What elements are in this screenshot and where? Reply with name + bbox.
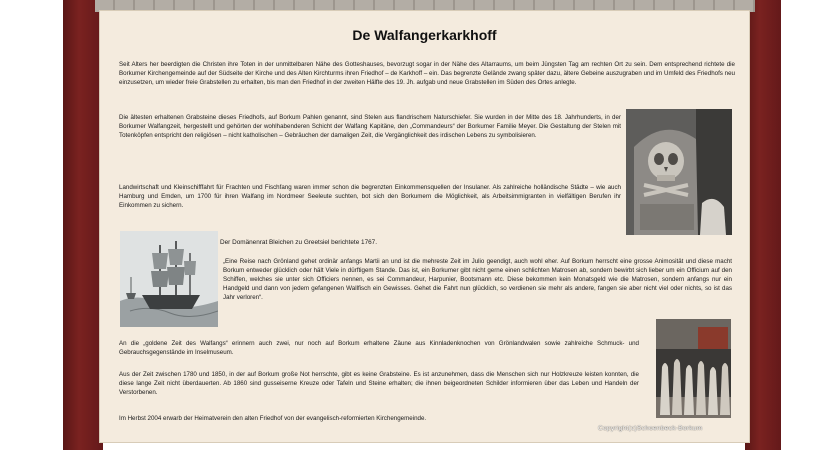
left-wooden-post [63,0,103,450]
paragraph-acquisition: Im Herbst 2004 erwarb der Heimatverein den alten Friedhof von der evangelisch-reformierten Kirchengemeinde. [119,415,427,422]
paragraph-livelihood: Landwirtschaft und Kleinschifffahrt für Frachten und Fischfang waren immer schon die begrenzten Einkommensquellen der Insulaner. Als zahlreiche holländische Städte – wie auch Hamburg und Emden, um 1700 für ihren Walfang im Nordmeer Seeleute suchten, bot sich den Borkumern die Möglichkeit, als Arbeitsimmigranten in vielfältigen Berufen ihr Einkommen zu sichern. [119,184,621,209]
whaling-ship-photo [120,231,218,327]
gravestone-skull-photo [626,109,732,235]
quote-caption: Der Domänenrat Bleichen zu Greetsiel berichtete 1767. [220,239,378,246]
board-title: De Walfangerkarkhoff [352,27,497,43]
right-wooden-post [745,0,781,450]
paragraph-gravestones: Die ältesten erhaltenen Grabsteine dieses Friedhofs, auf Borkum Pahlen genannt, sind Stelen aus flandrischem Naturschiefer. Sie wurden in der Mitte des 18. Jahrhunderts, in der Borkumer Walfangzeit, hergestellt und gehörten der wohlhabenderen Schicht der Walfang Kapitäne, den „Commandeurs“ der Borkumer Familie Meyer. Die Gestaltung der Stelen mit Totenköpfen entspricht den religiösen – nicht katholischen – Gebräuchen der damaligen Zeit, die Vergänglichkeit des irdischen Lebens zu symbolisieren. [119,114,621,139]
paragraph-churchyard-history: Seit Alters her beerdigten die Christen ihre Toten in der unmittelbaren Nähe des Gotteshauses, bevorzugt sogar in der Nähe des Altarraums, um beim Jüngsten Tag am rechten Ort zu sein. Dem entsprechend richtete die Borkumer Kirchengemeinde auf der Südseite der Kirche und des Alten Kirchturms ihren Friedhof – de Karkhoff – ein. Das begrenzte Gelände zwang später dazu, ältere Gebeine auszugraben und im Umfeld des Friedhofs neu einzusetzen, um wieder freie Grabstellen zu erhalten, bis man den Friedhof in der zweiten Hälfte des 19. Jh. aufgab und neue Grabstellen im Süden des Ortes anlegte. [119,61,735,86]
paragraph-golden-era: An die „goldene Zeit des Walfangs“ erinnern auch zwei, nur noch auf Borkum erhaltene Zäune aus Kinnladenknochen von Grönlandwalen sowie zahlreiche Schmuck- und Gebrauchsgegenstände im Inselmuseum. [119,340,639,356]
copyright-watermark: Copyright(c)Schoenbeck-Borkum [598,425,703,432]
paragraph-hardship: Aus der Zeit zwischen 1780 und 1850, in der auf Borkum große Not herrschte, gibt es keine Grabsteine. Es ist anzunehmen, dass die Menschen sich nur Holzkreuze leisten konnten, die diese lange Zeit nicht überdauerten. Ab 1860 sind gusseiserne Kreuze oder Tafeln und Steine erhalten; die ihnen beigeordneten Schilder informieren über das Leben und Handeln der Verstorbenen. [119,371,639,396]
gravestone-skull-image [626,109,732,235]
paragraph-quote: „Eine Reise nach Grönland gehet ordinär anfangs Martii an und ist die mehreste Zeit im Julio geendigt, auch wohl eher. Auf Borkum herrscht eine grosse Animosität und diese macht Borkum entweder glücklich oder hält Viele in dürftigem Stande. Das ist, ein Borkumer gibt nicht gerne einen schlichten Matrosen ab, sondern bewirbt sich lieber um ein Officium auf den Schiffen, welches sie unter sich Officiers nennen, es sei Commandeur, Harpunier, Bootsmann etc. Diese bekommen kein Monatsgeld wie die Matrosen, sondern anfangs nur ein Handgeld und dann von jedem gefangenen Wallfisch ein Gewisses. Gehet die Fahrt nun glücklich, so verdienen sie mehr als andere, fangen sie aber nicht viel oder nichts, so ist das Jahr verloren“. [223,258,732,301]
whaling-ship-image [120,231,218,327]
whale-bone-fence-photo [656,319,731,418]
information-board [99,10,750,443]
whale-bone-fence-image [656,319,731,418]
